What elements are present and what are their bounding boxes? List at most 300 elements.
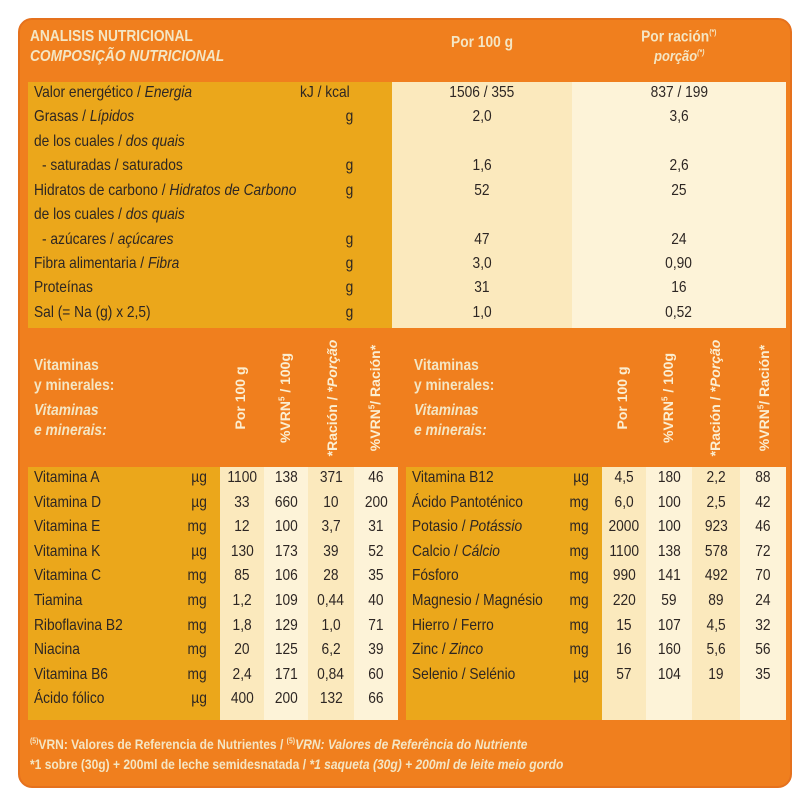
col-per100-header (232, 366, 248, 429)
vitamin-vrn_serving-value: 35 (368, 567, 384, 585)
vitamin-serving (692, 543, 740, 561)
vitamin-serving-value: 28 (323, 567, 339, 585)
vitamin-unit (186, 592, 208, 610)
vert-text: *Porção (707, 339, 723, 393)
vitamin-vrn_serving-value: 72 (755, 542, 771, 560)
vitamin-per100 (602, 641, 646, 659)
vitamin-per100-value: 33 (234, 493, 250, 511)
col-per100-header (614, 366, 630, 429)
vitamin-name (34, 592, 90, 610)
vitamin-unit (186, 617, 208, 635)
composition-title: COMPOSIÇÃO NUTRICIONAL (30, 48, 225, 65)
col-vrn100-header (660, 353, 676, 443)
serving-header: Por ración(*) (641, 28, 717, 46)
vitamin-serving-value: 3,7 (321, 518, 341, 536)
vitamin-unit-text: µg (573, 469, 589, 486)
vitamin-per100-value: 400 (230, 690, 254, 708)
vert-text: / Ración* (756, 344, 772, 405)
vitamin-name (34, 494, 112, 512)
vitamin-vrn100 (264, 617, 308, 635)
nutrient-unit-text: g (345, 255, 354, 272)
vert-text: Por 100 g (232, 366, 248, 430)
vitamin-vrn_serving-value: 31 (368, 518, 384, 536)
nutrient-serving (572, 206, 786, 224)
vitamin-unit-text: µg (191, 690, 207, 708)
vitamin-name-text: Selenio / Selénio (412, 665, 516, 683)
footnote-serving: *1 sobre (30g) + 200ml de leche semidesnatada / *1 saqueta (30g) + 200ml de leite meio gordo (30, 756, 564, 772)
vitamin-serving (692, 567, 740, 585)
sup: 5 (277, 396, 287, 402)
vitamin-vrn_serving (740, 494, 786, 512)
vitamin-name (34, 666, 120, 684)
nutrient-per100 (392, 157, 572, 175)
vitamin-vrn100-value: 141 (657, 567, 681, 585)
nutrient-serving-value: 0,90 (665, 255, 693, 272)
vitamin-name (412, 494, 541, 512)
nutrient-serving-value: 25 (671, 182, 687, 199)
vitamin-vrn100 (264, 690, 308, 708)
nutrient-unit-text: g (345, 304, 354, 321)
vitamin-vrn100 (264, 518, 308, 536)
vitamin-per100-value: 2,4 (232, 665, 252, 683)
vitamin-vrn_serving (354, 469, 398, 487)
nutrient-unit-text: g (345, 182, 354, 199)
nutrient-per100 (392, 84, 572, 102)
nutrient-serving-value: 0,52 (665, 304, 693, 321)
vitamin-vrn_serving-value: 66 (368, 690, 384, 708)
vitamin-vrn100 (646, 469, 692, 487)
nutrient-name-pt: Energia (144, 84, 193, 101)
vitamin-per100-value: 990 (612, 567, 636, 585)
col-vrn-serving-header (367, 345, 383, 451)
vitamin-unit-text: mg (569, 542, 589, 560)
vitamin-unit (568, 494, 590, 512)
sup: 5 (756, 404, 766, 410)
nutrient-unit (345, 279, 354, 297)
vitamin-unit-text: µg (191, 542, 207, 560)
vitamin-name-text: Calcio / (412, 542, 462, 560)
vitamin-vrn100-value: 59 (661, 592, 677, 609)
vitamin-vrn_serving (740, 543, 786, 561)
vitamin-serving (308, 617, 354, 635)
nutrient-unit (345, 108, 354, 126)
nutrient-serving-value: 3,6 (669, 108, 689, 125)
vitamin-serving (308, 690, 354, 708)
vitamin-unit-text: mg (569, 567, 589, 585)
vitamin-vrn_serving (354, 494, 398, 512)
vitamin-vrn100-value: 100 (657, 493, 681, 511)
vitamin-vrn_serving (354, 641, 398, 659)
vitamin-name-text: Potasio / (412, 518, 470, 536)
vitamin-unit-text: mg (569, 616, 589, 634)
nutrient-name-pt: dos quais (125, 206, 185, 223)
vitamin-vrn_serving-value: 24 (755, 592, 771, 609)
nutrient-per100 (392, 279, 572, 297)
vitamin-unit-text: mg (187, 641, 207, 659)
vitamin-name-text: Vitamina D (34, 493, 102, 511)
nutrient-per100-value: 1,0 (472, 304, 492, 321)
nutrient-name-es: de los cuales / (34, 206, 126, 223)
vitamin-name (412, 469, 507, 487)
vitamin-vrn_serving (740, 567, 786, 585)
nutrient-unit-text: g (345, 279, 354, 296)
vitamin-vrn_serving (354, 592, 398, 610)
vert-text: *Ración / (324, 392, 340, 457)
sup: 5 (367, 404, 377, 410)
vert-text: *Porção (324, 339, 340, 393)
vitamin-name (412, 543, 514, 561)
nutrient-serving-value: 16 (671, 279, 687, 296)
vitamin-unit-text: mg (569, 592, 589, 609)
vitamins-title-pt-left: Vitaminas e minerais: (34, 402, 107, 439)
vitamin-vrn100 (646, 518, 692, 536)
vitamin-name (412, 641, 495, 659)
vitamin-vrn100-value: 100 (274, 518, 298, 536)
nutrient-serving (572, 231, 786, 249)
vitamin-per100-value: 12 (234, 518, 250, 536)
vitamins-title-pt-right: Vitaminas e minerais: (414, 402, 487, 439)
nutrient-per100 (392, 231, 572, 249)
vitamin-vrn_serving (354, 518, 398, 536)
vitamin-vrn100 (264, 494, 308, 512)
vitamin-serving (692, 617, 740, 635)
vitamin-per100 (602, 469, 646, 487)
vitamin-name (34, 690, 116, 708)
nutrient-name-pt: dos quais (125, 133, 185, 150)
nutrient-serving (572, 182, 786, 200)
vitamin-name-text: Magnesio / Magnésio (412, 592, 543, 609)
vitamin-vrn100-value: 106 (274, 567, 298, 585)
vitamin-name (412, 592, 564, 610)
vitamin-serving-value: 2,5 (706, 493, 726, 511)
vitamin-serving (308, 494, 354, 512)
vitamin-vrn_serving-value: 39 (368, 641, 384, 659)
nutrient-per100 (392, 133, 572, 151)
vitamin-serving (692, 641, 740, 659)
vitamin-name (412, 567, 466, 585)
nutrient-per100-value: 52 (474, 182, 490, 199)
vitamin-per100-value: 220 (612, 592, 636, 609)
vitamin-per100 (220, 469, 264, 487)
vitamin-serving (308, 666, 354, 684)
vitamin-serving-value: 371 (319, 469, 343, 486)
vitamin-name (412, 666, 532, 684)
nutrient-unit (345, 157, 354, 175)
vitamin-vrn100 (264, 666, 308, 684)
vitamin-per100 (220, 592, 264, 610)
nutrient-per100 (392, 108, 572, 126)
vitamin-per100 (602, 666, 646, 684)
vitamin-serving (308, 567, 354, 585)
vitamin-name (34, 518, 111, 536)
vitamin-name-text: Riboflavina B2 (34, 616, 123, 634)
vitamin-unit (190, 494, 208, 512)
vitamin-vrn100 (646, 543, 692, 561)
vert-text: %VRN (367, 409, 383, 452)
vitamin-unit-text: mg (187, 616, 207, 634)
serving-header-pt: porção(*) (653, 48, 705, 65)
vitamin-vrn_serving-value: 32 (755, 616, 771, 634)
analysis-title: ANALISIS NUTRICIONAL (30, 28, 193, 45)
vitamin-serving-value: 39 (323, 542, 339, 560)
vitamin-name-text: Vitamina B6 (34, 665, 108, 683)
vitamin-serving-value: 132 (319, 690, 343, 708)
nutrient-serving-value: 2,6 (669, 157, 689, 174)
nutrient-name-es: Sal (= Na (g) x 2,5) (34, 304, 151, 321)
vitamin-name-pt: Zinco (449, 641, 484, 659)
vitamin-unit-text: mg (187, 665, 207, 683)
vitamin-per100 (220, 494, 264, 512)
vitamin-per100 (220, 690, 264, 708)
vitamin-vrn100-value: 125 (274, 641, 298, 659)
vitamin-per100 (220, 567, 264, 585)
nutrient-unit (345, 182, 354, 200)
nutrient-name-pt: açúcares (117, 231, 174, 248)
vitamin-unit-text: mg (187, 567, 207, 585)
vitamin-per100-value: 16 (616, 641, 632, 659)
nutrient-per100 (392, 206, 572, 224)
nutrient-name (34, 84, 218, 102)
vitamin-vrn100-value: 129 (274, 616, 298, 634)
vitamin-serving-value: 0,84 (317, 665, 345, 683)
vitamin-vrn_serving-value: 88 (755, 469, 771, 486)
vitamin-per100 (602, 567, 646, 585)
vitamin-vrn_serving (740, 617, 786, 635)
vitamin-vrn100 (646, 666, 692, 684)
nutrient-name-es: Hidratos de carbono / (34, 182, 170, 199)
vitamin-unit (572, 666, 590, 684)
vitamin-serving-value: 10 (323, 493, 339, 511)
vitamin-name (34, 567, 112, 585)
vitamin-vrn100-value: 180 (657, 469, 681, 486)
vert-text: %VRN (277, 401, 293, 444)
vitamin-unit (572, 469, 590, 487)
nutrient-per100 (392, 182, 572, 200)
nutrition-label (18, 18, 792, 788)
vitamins-title-es-right: Vitaminas y minerales: (414, 357, 495, 394)
vitamin-vrn100 (646, 641, 692, 659)
vitamin-vrn100-value: 107 (657, 616, 681, 634)
vitamin-serving-value: 578 (704, 542, 728, 560)
vert-text: %VRN (756, 409, 772, 452)
vitamin-serving-value: 492 (704, 567, 728, 585)
vitamin-vrn_serving-value: 46 (755, 518, 771, 536)
vitamin-unit (186, 567, 208, 585)
vitamin-name (34, 617, 137, 635)
vitamin-name-text: Vitamina K (34, 542, 101, 560)
vitamin-name-text: Zinc / (412, 641, 450, 659)
nutrient-name (34, 304, 170, 322)
vitamin-serving (692, 666, 740, 684)
vitamin-unit-text: mg (187, 518, 207, 536)
vitamin-vrn_serving-value: 40 (368, 592, 384, 609)
vitamin-unit-text: mg (569, 518, 589, 536)
vitamin-vrn100-value: 104 (657, 665, 681, 683)
vert-text: %VRN (660, 401, 676, 444)
vitamin-unit (568, 567, 590, 585)
vitamin-unit (568, 617, 590, 635)
vitamin-unit (186, 641, 208, 659)
vitamin-vrn100-value: 660 (274, 493, 298, 511)
vitamin-vrn_serving-value: 200 (364, 493, 388, 511)
nutrient-serving-value: 24 (671, 231, 687, 248)
nutrient-name-es: Grasas / (34, 108, 90, 125)
nutrient-per100 (392, 304, 572, 322)
vitamin-vrn_serving (740, 518, 786, 536)
vitamin-per100-value: 85 (234, 567, 250, 585)
vitamin-serving (308, 469, 354, 487)
vitamin-serving-value: 923 (704, 518, 728, 536)
vitamin-name-pt: Cálcio (461, 542, 500, 560)
vitamin-vrn_serving (740, 592, 786, 610)
vitamin-unit (568, 543, 590, 561)
vert-text: / 100g (277, 352, 293, 397)
vitamin-name-text: Tiamina (34, 592, 83, 609)
nutrient-name (34, 108, 151, 126)
nutrient-serving (572, 84, 786, 102)
vitamin-name-pt: Potássio (469, 518, 523, 536)
nutrient-serving-value: 837 / 199 (650, 84, 708, 101)
vitamin-name-text: Vitamina C (34, 567, 102, 585)
col-serving-header (707, 340, 723, 457)
vitamin-name-text: Fósforo (412, 567, 459, 585)
nutrient-name-es: - azúcares / (42, 231, 118, 248)
vitamin-vrn_serving-value: 60 (368, 665, 384, 683)
vitamin-vrn100 (264, 469, 308, 487)
vitamin-vrn100-value: 171 (274, 665, 298, 683)
vitamin-unit-text: mg (569, 641, 589, 659)
nutrient-unit-text: g (345, 157, 354, 174)
vitamin-vrn_serving (740, 666, 786, 684)
nutrient-serving (572, 108, 786, 126)
nutrient-name-pt: Lípidos (89, 108, 135, 125)
vitamin-vrn_serving (740, 469, 786, 487)
nutrient-name (34, 133, 209, 151)
vitamin-vrn_serving (354, 617, 398, 635)
nutrient-name (34, 279, 102, 297)
nutrient-name-es: de los cuales / (34, 133, 126, 150)
vert-text: / 100g (660, 352, 676, 397)
nutrient-name-es: Proteínas (34, 279, 93, 296)
nutrient-unit (345, 304, 354, 322)
vitamin-unit (190, 469, 208, 487)
vitamin-name-text: Vitamina E (34, 518, 101, 536)
nutrient-name (42, 157, 206, 175)
footnote-vrn: $^{(5)}$VRN: Valores de Referencia de Nutrientes / $^{(5)}$VRN: Valores de Referência do Nutriente (30, 736, 528, 752)
vitamin-per100 (220, 641, 264, 659)
vitamin-vrn100-value: 200 (274, 690, 298, 708)
vitamin-per100 (602, 617, 646, 635)
nutrient-serving (572, 279, 786, 297)
vitamin-vrn_serving (354, 543, 398, 561)
vitamin-name-text: Vitamina A (34, 469, 100, 486)
vitamins-title-es-left: Vitaminas y minerales: (34, 357, 115, 394)
vitamin-vrn100 (264, 567, 308, 585)
vert-text: *Ración / (707, 392, 723, 457)
vitamin-unit (568, 592, 590, 610)
vitamin-serving-value: 1,0 (321, 616, 341, 634)
per100-header: Por 100 g (451, 34, 513, 51)
vitamin-per100 (220, 617, 264, 635)
vitamin-name-text: Ácido Pantoténico (412, 493, 523, 511)
nutrient-name (34, 255, 203, 273)
vitamin-per100 (602, 518, 646, 536)
vitamin-name (34, 641, 87, 659)
vert-text: Por 100 g (614, 366, 630, 430)
vitamin-serving-value: 0,44 (317, 592, 345, 609)
vitamin-name (412, 617, 507, 635)
vitamin-unit-text: mg (569, 493, 589, 511)
vitamin-per100-value: 6,0 (614, 493, 634, 511)
vitamin-vrn100-value: 138 (657, 542, 681, 560)
vitamin-unit-text: µg (191, 493, 207, 511)
vitamin-serving (692, 592, 740, 610)
col-vrn100-header (277, 353, 293, 443)
nutrient-name-pt: Fibra (147, 255, 180, 272)
vitamin-per100 (220, 666, 264, 684)
vitamin-vrn100-value: 100 (657, 518, 681, 536)
vitamin-vrn100 (264, 592, 308, 610)
vitamin-vrn100 (264, 641, 308, 659)
vitamin-per100-value: 2000 (608, 518, 640, 536)
nutrient-unit (345, 255, 354, 273)
nutrient-serving (572, 255, 786, 273)
vitamin-per100 (602, 543, 646, 561)
nutrient-per100-value: 31 (474, 279, 490, 296)
vitamin-vrn_serving (354, 666, 398, 684)
vitamin-serving (308, 518, 354, 536)
vitamin-unit (568, 641, 590, 659)
nutrient-unit (296, 84, 354, 102)
vitamin-unit-text: mg (187, 592, 207, 609)
col-serving-header (324, 340, 340, 457)
vitamin-unit (186, 518, 208, 536)
vitamin-vrn_serving-value: 52 (368, 542, 384, 560)
vitamin-name-text: Hierro / Ferro (412, 616, 494, 634)
vitamin-name-text: Niacina (34, 641, 80, 659)
vitamin-vrn_serving-value: 46 (368, 469, 384, 486)
vitamin-unit (186, 666, 208, 684)
vitamin-per100-value: 4,5 (614, 469, 634, 486)
nutrient-name-pt: Hidratos de Carbono (169, 182, 297, 199)
vitamin-per100-value: 15 (616, 616, 632, 634)
vitamin-per100 (602, 494, 646, 512)
vitamin-per100-value: 1,8 (232, 616, 252, 634)
vitamin-vrn100 (646, 567, 692, 585)
vitamin-name-text: Vitamina B12 (412, 469, 494, 486)
nutrient-per100 (392, 255, 572, 273)
vitamin-vrn100-value: 173 (274, 542, 298, 560)
vitamin-per100-value: 130 (230, 542, 254, 560)
nutrient-per100-value: 3,0 (472, 255, 492, 272)
vitamin-vrn100 (646, 494, 692, 512)
vitamin-per100-value: 1,2 (232, 592, 252, 609)
vitamin-per100-value: 1100 (609, 542, 639, 560)
vitamin-per100 (220, 518, 264, 536)
vitamin-vrn_serving-value: 70 (755, 567, 771, 585)
vitamin-vrn100-value: 160 (657, 641, 681, 659)
col-vrn-serving-header (756, 345, 772, 451)
nutrient-name (34, 206, 209, 224)
vitamin-vrn_serving-value: 56 (755, 641, 771, 659)
nutrient-unit-text: kJ / kcal (300, 84, 350, 101)
vitamin-per100-value: 57 (616, 665, 632, 683)
vitamin-serving-value: 4,5 (706, 616, 726, 634)
nutrient-name (34, 182, 339, 200)
vitamin-unit (190, 543, 208, 561)
vitamin-vrn100-value: 109 (274, 592, 298, 609)
vitamin-serving-value: 2,2 (706, 469, 726, 486)
